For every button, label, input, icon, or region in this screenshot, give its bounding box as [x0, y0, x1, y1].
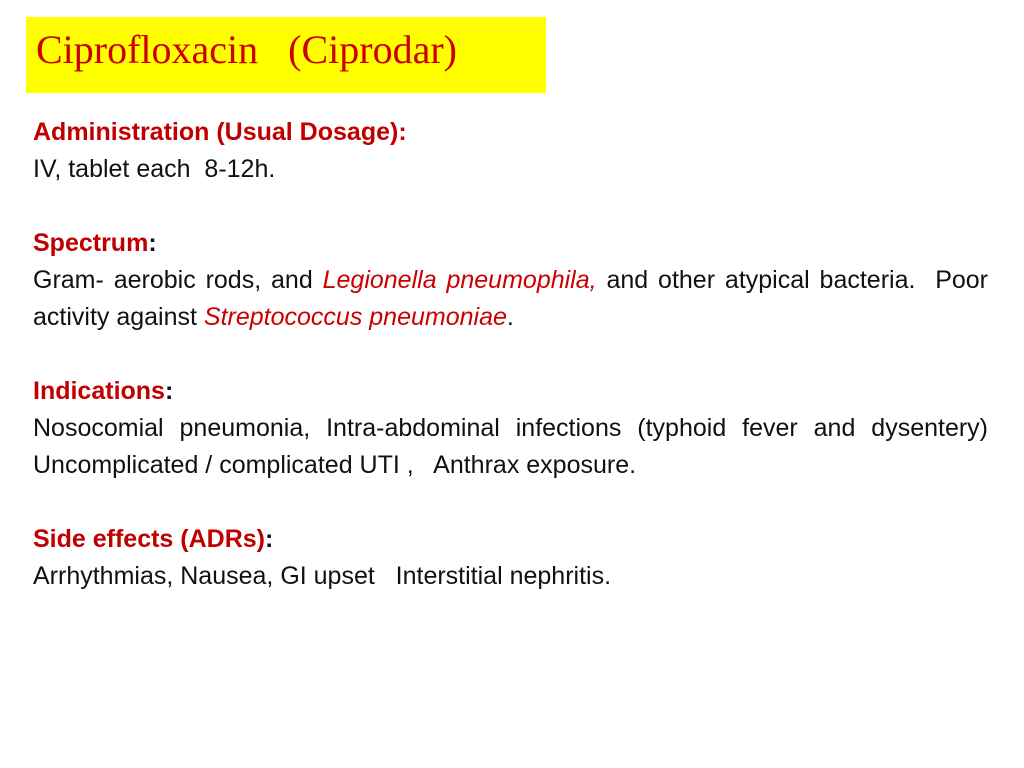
spectrum-text-part-2: and other atypical bacteria. Poor activity against	[33, 266, 995, 331]
spectrum-text	[33, 262, 995, 336]
page-title: Ciprofloxacin (Ciprodar)	[36, 27, 457, 72]
side-effects-section	[33, 521, 988, 595]
spectrum-text-part-1: Gram- aerobic rods, and	[33, 266, 323, 294]
administration-heading-label: Administration (Usual Dosage)	[33, 118, 399, 146]
species-legionella: Legionella pneumophila,	[322, 266, 597, 294]
indications-section	[33, 373, 1009, 484]
indications-text: Nosocomial pneumonia, Intra-abdominal infections (typhoid fever and dysentery) Uncomplicated / complicated UTI , Anthrax exposure.	[33, 414, 1009, 479]
administration-text: IV, tablet each 8-12h.	[33, 155, 276, 183]
spectrum-heading	[33, 225, 988, 262]
administration-heading-colon: :	[398, 118, 407, 146]
spectrum-text-part-3: .	[506, 303, 514, 331]
indications-heading-colon: :	[164, 377, 174, 405]
administration-heading	[33, 114, 988, 151]
indications-heading-label: Indications	[33, 377, 165, 405]
side-effects-text: Arrhythmias, Nausea, GI upset Interstitial nephritis.	[33, 562, 612, 590]
spectrum-heading-label: Spectrum	[33, 229, 149, 257]
side-effects-heading-label: Side effects (ADRs)	[33, 525, 265, 553]
side-effects-heading-colon: :	[265, 525, 274, 553]
spectrum-section	[33, 225, 995, 336]
spectrum-heading-colon: :	[148, 229, 157, 257]
administration-section	[33, 114, 988, 188]
title-banner	[26, 17, 546, 93]
slide-content	[33, 114, 1009, 595]
species-streptococcus: Streptococcus pneumoniae	[203, 303, 507, 331]
side-effects-heading	[33, 521, 988, 558]
indications-heading	[33, 373, 988, 410]
